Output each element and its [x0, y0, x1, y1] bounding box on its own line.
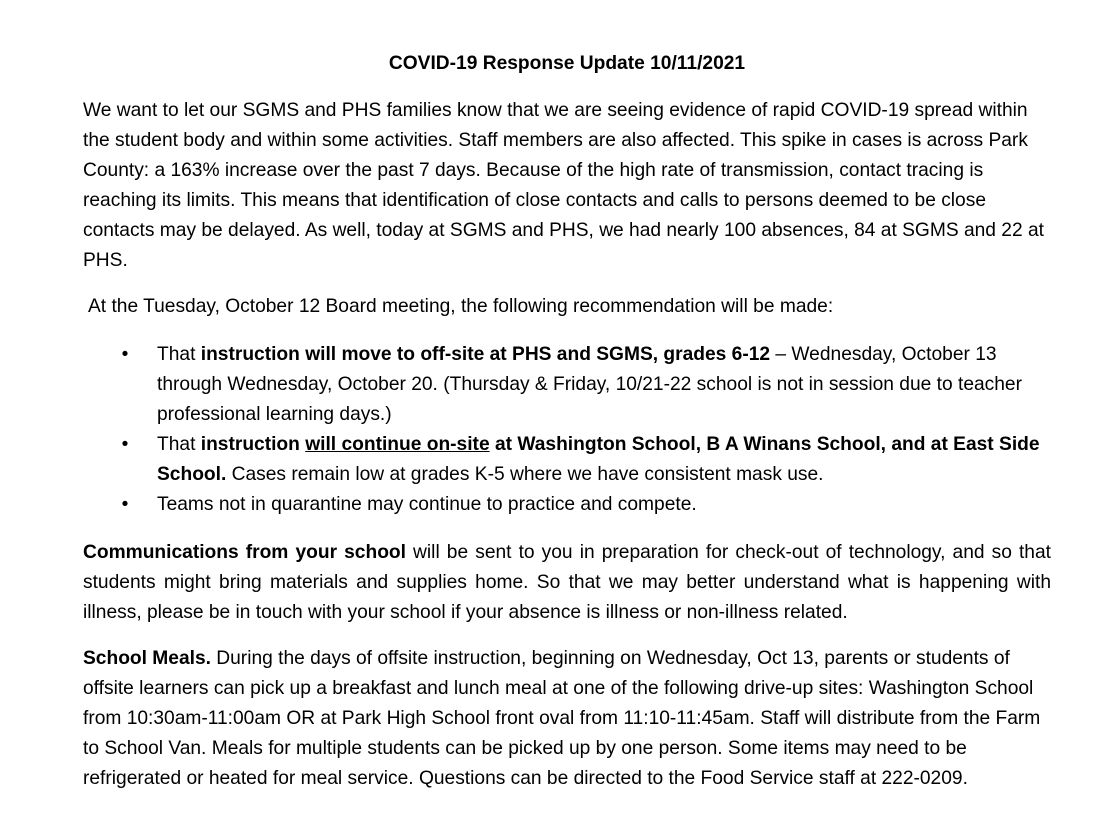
- list-item: [83, 340, 1051, 430]
- bullet-icon: •: [121, 494, 129, 515]
- communications-paragraph: [83, 538, 1051, 628]
- list-item: [83, 430, 1051, 490]
- bullet-icon: •: [121, 344, 129, 365]
- school-meals-paragraph: [83, 644, 1051, 794]
- recommendation-list: [83, 340, 1051, 516]
- bullet-lead: That: [157, 434, 201, 455]
- bullet-icon: •: [121, 434, 129, 455]
- bullet-bold-text: at Washington School, B A Winans School, and at East Side School.: [157, 434, 1040, 485]
- bullet-text: – Wednesday, October 13 through Wednesday, October 20. (Thursday & Friday, 10/21-22 school is not in session due to teacher professional learning days.): [157, 344, 1022, 425]
- bullet-bold-text: instruction will move to off-site at PHS and SGMS, grades 6-12: [200, 344, 771, 365]
- document-title: COVID-19 Response Update 10/11/2021: [388, 53, 746, 74]
- bullet-lead: That: [157, 344, 201, 365]
- list-item: [83, 490, 1051, 516]
- bullet-text: Teams not in quarantine may continue to practice and compete.: [157, 494, 697, 515]
- bullet-bold-text: instruction: [200, 434, 306, 455]
- bullet-underlined-text: will continue on-site: [305, 434, 490, 455]
- bullet-text: Cases remain low at grades K-5 where we have consistent mask use.: [226, 464, 824, 485]
- communications-heading: Communications from your school: [83, 542, 406, 563]
- school-meals-text: During the days of offsite instruction, beginning on Wednesday, Oct 13, parents or students of offsite learners can pick up a breakfast and lunch meal at one of the following drive-up sites: Washington School from 10:30am-11:00am OR at Park High School front oval from 11:10-11:45am. Staff will distribute from the Farm to School Van. Meals for multiple students can be picked up by one person. Some items may need to be refrigerated or heated for meal service. Questions can be directed to the Food Service staff at 222-0209.: [83, 648, 1041, 789]
- board-meeting-paragraph: At the Tuesday, October 12 Board meeting, the following recommendation will be made:: [88, 296, 834, 317]
- intro-paragraph: We want to let our SGMS and PHS families know that we are seeing evidence of rapid COVID-19 spread within the student body and within some activities. Staff members are also affected. This spike in cases is across Park County: a 163% increase over the past 7 days. Because of the high rate of transmission, contact tracing is reaching its limits. This means that identification of close contacts and calls to persons deemed to be close contacts may be delayed. As well, today at SGMS and PHS, we had nearly 100 absences, 84 at SGMS and 22 at PHS.: [83, 100, 1044, 271]
- communications-text: will be sent to you in preparation for check-out of technology, and so that students might bring materials and supplies home. So that we may better understand what is happening with illness, please be in touch with your school if your absence is illness or non-illness related.: [83, 542, 1051, 623]
- school-meals-heading: School Meals.: [83, 648, 211, 669]
